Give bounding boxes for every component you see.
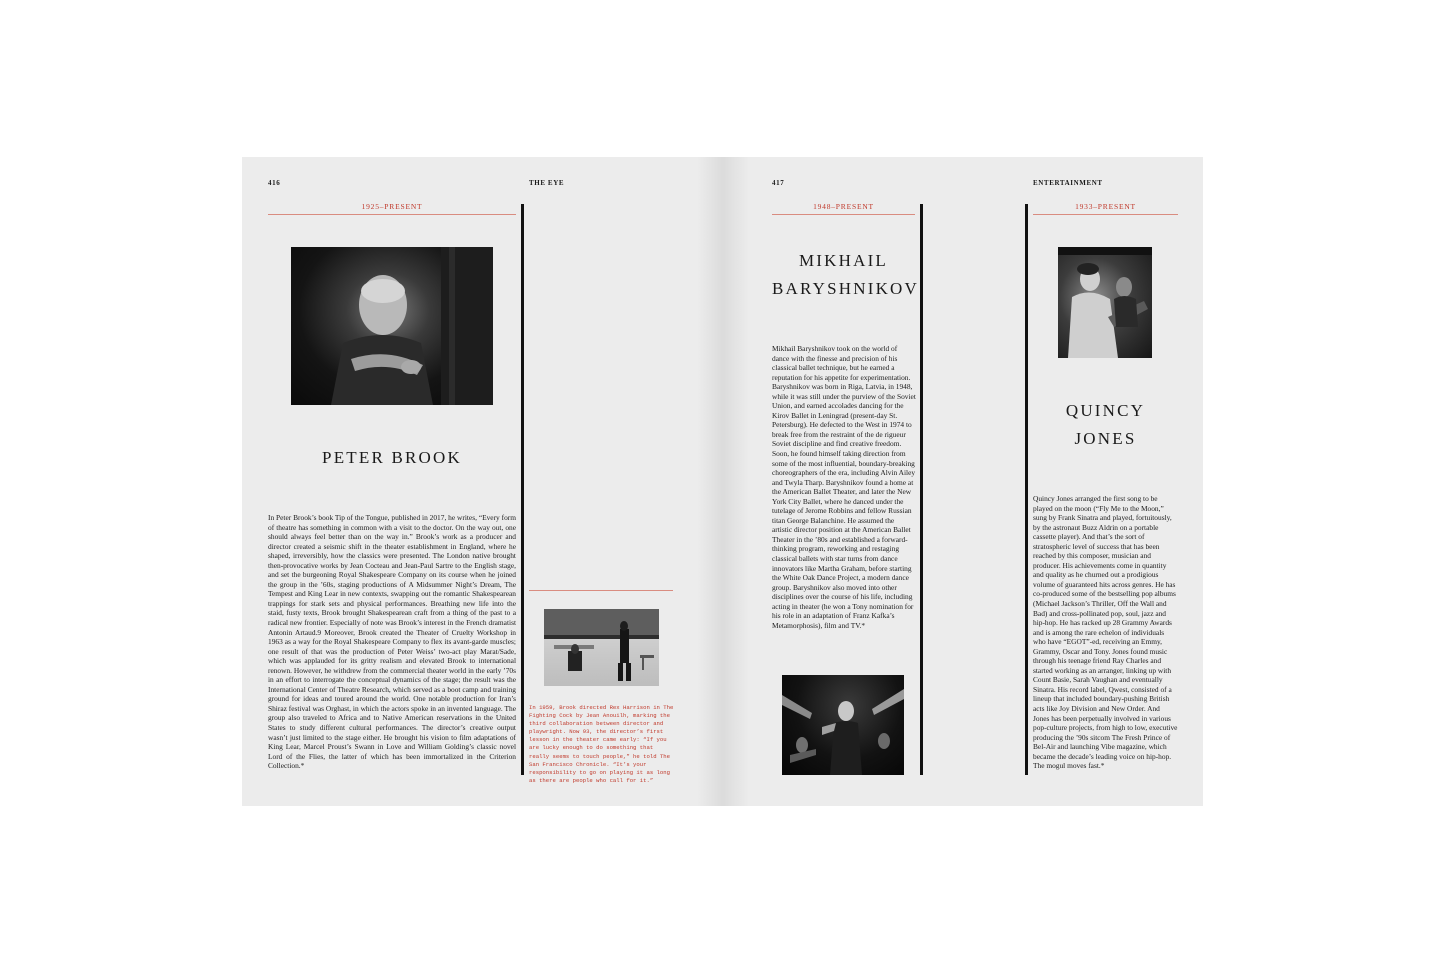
page-number-right: 417 xyxy=(772,179,785,187)
portrait-figure xyxy=(291,247,493,405)
baryshnikov-body-text: Mikhail Baryshnikov took on the world of dance with the finesse and precision of his classical ballet technique, but he earned a reputation for his appetite for experimentation. Baryshnikov was born in Riga, Latvia, in 1948, while it was still under the purview of the Soviet Union, and earned accolades dancing for the Kirov Ballet in Leningrad (present-day St. Petersburg). He defected to the West in 1974 to break free from the restraint of the de rigueur Soviet discipline and find creative freedom. Soon, he found himself taking direction from some of the most influential, boundary-breaking choreographers of the era, including Alvin Ailey and Twyla Tharp. Baryshnikov found a home at the American Ballet Theater, and later the New York City Ballet, where he danced under the tutelage of Jerome Robbins and fellow Russian titan George Balanchine. He assumed the artistic director position at the American Ballet Theater in the ’80s and established a forward-thinking program, reworking and restaging classical ballets with star turns from dance innovators like Martha Graham, before starting the White Oak Dance Project, a modern dance group. Baryshnikov also moved into other disciplines over the course of his life, including acting in theater (he won a Tony nomination for his role in an adaptation of Franz Kafka’s Metamorphosis), film and TV.* xyxy=(772,344,916,630)
peter-brook-portrait xyxy=(291,247,493,405)
gutter-shadow xyxy=(697,157,723,806)
brook-photo-caption: In 1959, Brook directed Rex Harrison in The Fighting Cock by Jean Anouilh, marking the third collaboration between director and playwright. Now 93, the director’s first lesson in the theater came early: “If you are lucky enough to do something that really seems to touch people,” he told The San Francisco Chronicle. “It’s your responsibility to go on playing it as long as there are people who call for it.” xyxy=(529,704,674,784)
era-label-jones: 1933–PRESENT xyxy=(1075,202,1136,211)
title-line-1: QUINCY xyxy=(1065,401,1146,420)
era-label-brook: 1925–PRESENT xyxy=(361,202,423,211)
studio-scene xyxy=(1058,247,1152,358)
right-page xyxy=(723,157,1203,806)
era-label-baryshnikov: 1948–PRESENT xyxy=(813,202,874,211)
page-number-left: 416 xyxy=(268,179,281,187)
sidebar-rule xyxy=(529,590,673,591)
stage-production-photo xyxy=(544,609,659,686)
dancers-scene xyxy=(782,675,904,775)
quincy-jones-photo xyxy=(1058,247,1152,358)
running-head-right: ENTERTAINMENT xyxy=(1033,179,1103,187)
title-line-2: JONES xyxy=(1074,429,1137,448)
running-head-left: THE EYE xyxy=(529,179,565,187)
column-divider-2 xyxy=(1025,204,1028,775)
title-baryshnikov xyxy=(772,247,919,303)
title-line-2: BARYSHNIKOV xyxy=(772,279,919,298)
column-divider xyxy=(521,204,524,775)
title-quincy-jones xyxy=(1033,397,1178,453)
era-rule xyxy=(1033,214,1178,215)
column-divider-1 xyxy=(920,204,923,775)
left-page xyxy=(242,157,723,806)
era-rule xyxy=(772,214,915,215)
jones-body-text: Quincy Jones arranged the first song to be played on the moon (“Fly Me to the Moon,” sung by Frank Sinatra and played, fortuitously, by the astronaut Buzz Aldrin on a portable cassette player). And that’s the sort of stratospheric level of success that has been reached by this composer, musician and producer. His achievements come in quantity and quality as he churned out a prodigious volume of guaranteed hits across genres. He has co-produced some of the bestselling pop albums (Michael Jackson’s Thriller, Off the Wall and Bad) and cross-pollinated pop, soul, jazz and hip-hop. He has racked up 28 Grammy Awards and is among the rare echelon of individuals who have “EGOT”-ed, receiving an Emmy, Grammy, Oscar and Tony. Jones found music through his teenage friend Ray Charles and started working as an arranger, linking up with Count Basie, Sarah Vaughan and eventually Sinatra. His record label, Qwest, consisted of a lineup that included boundary-pushing British acts like Joy Division and New Order. And Jones has been perpetually involved in various pop-culture projects, from high to low, executive producing the ’90s sitcom The Fresh Prince of Bel-Air and launching Vibe magazine, which became the decade’s leading voice on hip-hop. The mogul moves fast.* xyxy=(1033,494,1178,771)
era-rule xyxy=(268,214,516,215)
title-line-1: MIKHAIL xyxy=(798,251,889,270)
baryshnikov-dance-photo xyxy=(782,675,904,775)
title-peter-brook: PETER BROOK xyxy=(322,448,462,467)
brook-body-text: In Peter Brook’s book Tip of the Tongue, published in 2017, he writes, “Every form of theatre has something in common with a visit to the doctor. On the way out, one should always feel better than on the way in.” Brook’s work as a producer and director created a seismic shift in the theater establishment in England, where he shaped, irreversibly, how the classics were presented. The London native brought then-provocative works by Jean Cocteau and Jean-Paul Sartre to the English stage, and set the burgeoning Royal Shakespeare Company on its course when he joined the group in the ’60s, staging productions of A Midsummer Night’s Dream, The Tempest and King Lear in new contexts, swapping out the romantic Shakespearean trappings for stark sets and physical performances. Breathing new life into the staid, fusty texts, Brook brought Shakespearean craft from a thing of the past to a radical new frontier. Especially of note was Brook’s interest in the French dramatist Antonin Artaud.9 Moreover, Brook created the Theater of Cruelty Workshop in 1963 as a way for the Royal Shakespeare Company to flex its avant-garde muscles; one result of that was the production of Peter Weiss’ two-act play Marat/Sade, which was applauded for its gritty realism and elevated Brook to international renown. However, he withdrew from the commercial theater world in the early ’70s in an effort to interrogate the conceptual dynamics of the stage; the result was the International Center of Theatre Research, which served as a boot camp and training ground for ideas and toured around the world. One notable production for Iran’s Shiraz festival was Orghast, in which the actors spoke in an invented language. The group also traveled to Africa and to Native American reservations in the United States to study different cultural performances. The director’s creative output wasn’t just limited to the stage either. He brought his vision to film adaptations of King Lear, Marcel Proust’s Swann in Love and William Golding’s classic novel Lord of the Flies, the latter of which has been immortalized in the Criterion Collection.* xyxy=(268,513,516,771)
gutter-shadow xyxy=(723,157,749,806)
stage-scene xyxy=(544,609,659,686)
